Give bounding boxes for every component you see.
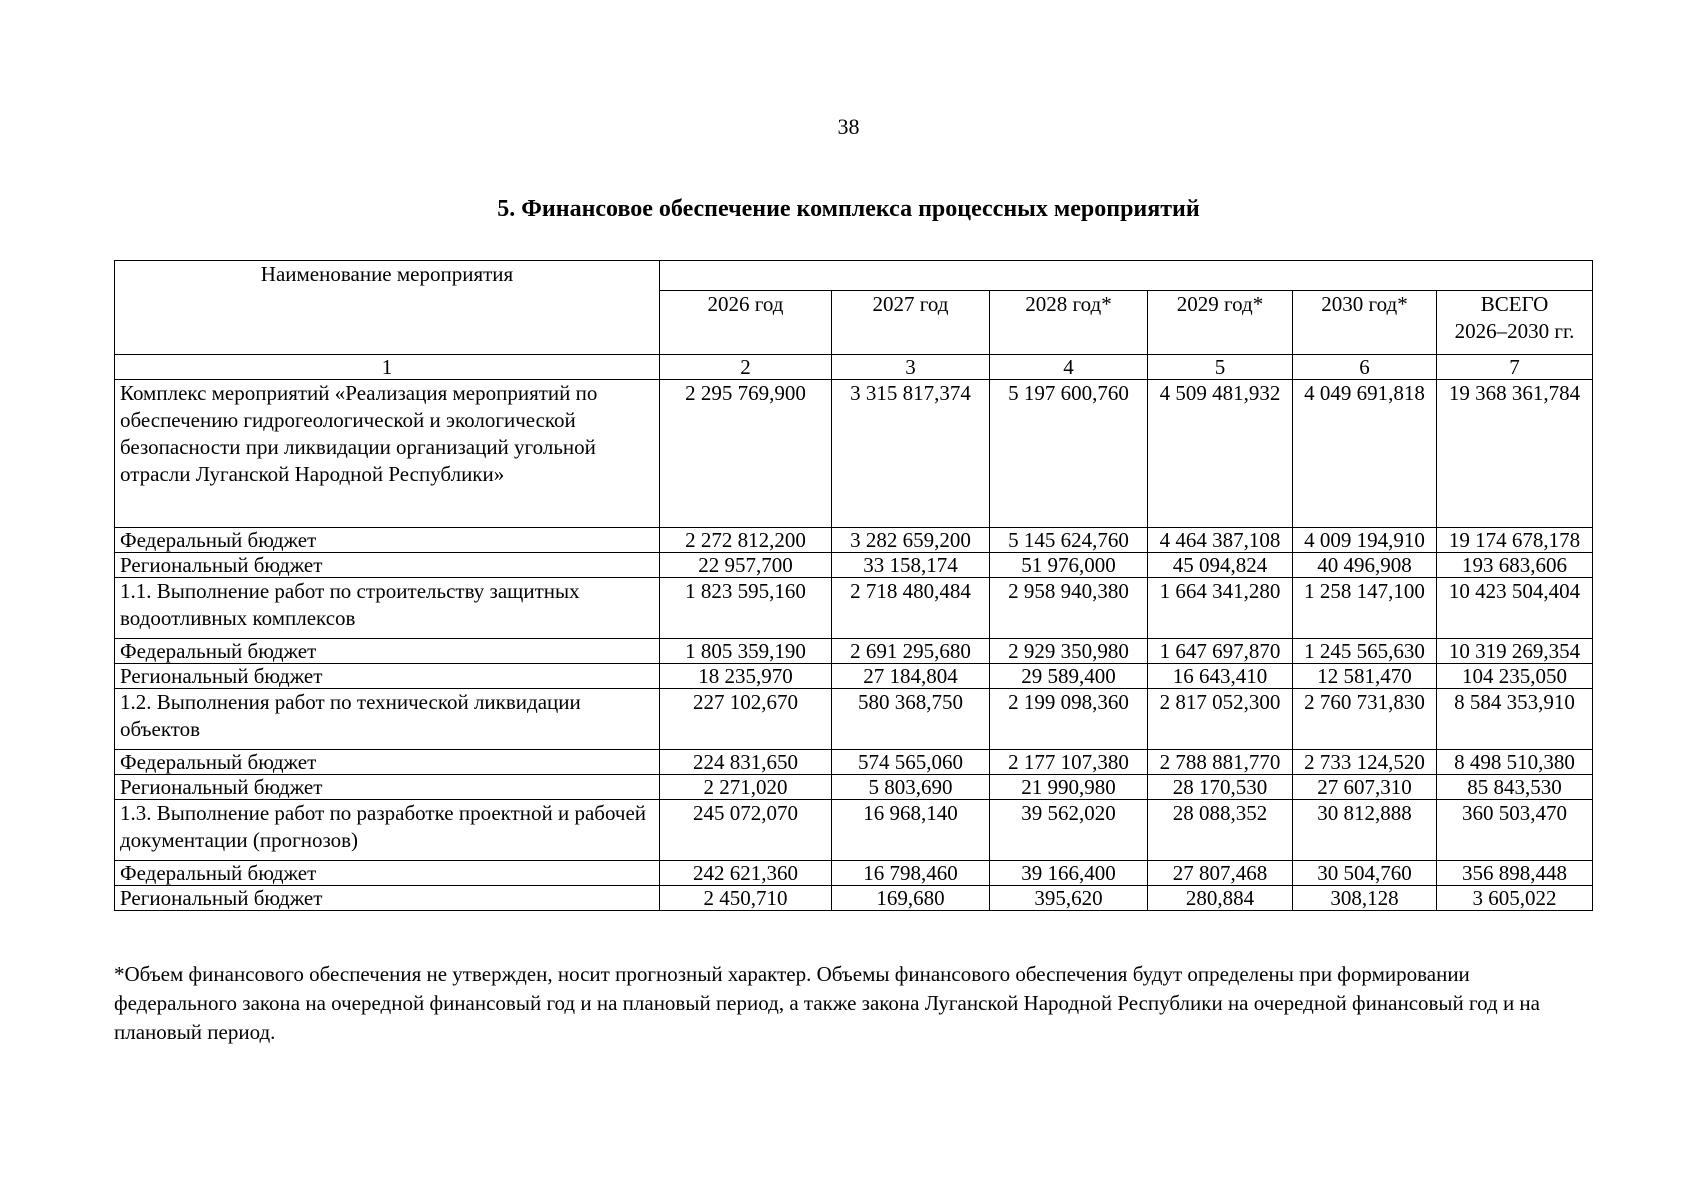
table-row [115,886,1593,911]
value-cell: 242 621,360 [660,861,832,886]
table-row [115,553,1593,578]
column-number: 1 [115,355,660,380]
column-number: 7 [1437,355,1593,380]
row-name-cell: Региональный бюджет [115,775,660,800]
value-cell: 51 976,000 [990,553,1148,578]
table-row [115,800,1593,861]
value-cell: 30 504,760 [1293,861,1437,886]
section-title: 5. Финансовое обеспечение комплекса процессных мероприятий [497,196,1200,222]
row-name-cell: Региональный бюджет [115,553,660,578]
row-name-cell: 1.2. Выполнения работ по технической ликвидации объектов [115,689,660,750]
value-cell: 280,884 [1148,886,1293,911]
value-cell: 2 788 881,770 [1148,750,1293,775]
value-cell: 19 174 678,178 [1437,528,1593,553]
value-cell: 574 565,060 [832,750,990,775]
row-name-cell: Федеральный бюджет [115,750,660,775]
value-cell: 33 158,174 [832,553,990,578]
value-cell: 2 271,020 [660,775,832,800]
value-cell: 2 733 124,520 [1293,750,1437,775]
value-cell: 360 503,470 [1437,800,1593,861]
value-cell: 2 177 107,380 [990,750,1148,775]
value-cell: 2 760 731,830 [1293,689,1437,750]
header-year-2027: 2027 год [832,291,990,355]
value-cell: 1 823 595,160 [660,578,832,639]
financing-table [114,260,1593,911]
value-cell: 8 498 510,380 [1437,750,1593,775]
value-cell: 5 803,690 [832,775,990,800]
column-number: 5 [1148,355,1293,380]
value-cell: 395,620 [990,886,1148,911]
row-name-cell: Федеральный бюджет [115,528,660,553]
table-row [115,380,1593,528]
column-number: 4 [990,355,1148,380]
table-row [115,639,1593,664]
value-cell: 224 831,650 [660,750,832,775]
header-year-2028: 2028 год* [990,291,1148,355]
value-cell: 2 295 769,900 [660,380,832,528]
header-total-line1: ВСЕГО [1480,292,1549,316]
header-year-2029: 2029 год* [1148,291,1293,355]
value-cell: 10 319 269,354 [1437,639,1593,664]
value-cell: 28 088,352 [1148,800,1293,861]
column-number-row [115,355,1593,380]
row-name-cell: Комплекс мероприятий «Реализация мероприятий по обеспечению гидрогеологической и экологической безопасности при ликвидации организаций угольной отрасли Луганской Народной Республики» [115,380,660,528]
table-row [115,664,1593,689]
value-cell: 4 009 194,910 [1293,528,1437,553]
value-cell: 1 258 147,100 [1293,578,1437,639]
value-cell: 193 683,606 [1437,553,1593,578]
value-cell: 12 581,470 [1293,664,1437,689]
table-row [115,528,1593,553]
row-name-cell: Федеральный бюджет [115,639,660,664]
column-number: 3 [832,355,990,380]
column-number: 6 [1293,355,1437,380]
table-row [115,750,1593,775]
value-cell: 39 562,020 [990,800,1148,861]
row-name-cell: Региональный бюджет [115,664,660,689]
value-cell: 2 718 480,484 [832,578,990,639]
header-row [115,261,1593,291]
value-cell: 40 496,908 [1293,553,1437,578]
value-cell: 10 423 504,404 [1437,578,1593,639]
row-name-cell: 1.1. Выполнение работ по строительству защитных водоотливных комплексов [115,578,660,639]
value-cell: 1 805 359,190 [660,639,832,664]
header-total-line2: 2026–2030 гг. [1454,319,1575,343]
table-row [115,861,1593,886]
value-cell: 2 929 350,980 [990,639,1148,664]
value-cell: 4 464 387,108 [1148,528,1293,553]
value-cell: 8 584 353,910 [1437,689,1593,750]
row-name-cell: Региональный бюджет [115,886,660,911]
value-cell: 308,128 [1293,886,1437,911]
value-cell: 245 072,070 [660,800,832,861]
value-cell: 16 643,410 [1148,664,1293,689]
value-cell: 169,680 [832,886,990,911]
page-number: 38 [837,114,860,139]
header-year-2030: 2030 год* [1293,291,1437,355]
footnote: *Объем финансового обеспечения не утвержден, носит прогнозный характер. Объемы финансового обеспечения будут определены при формировании федерального закона на очередной финансовый год и на плановый период, а также закона Луганской Народной Республики на очередной финансовый год и на плановый период. [114,962,1540,1044]
value-cell: 39 166,400 [990,861,1148,886]
value-cell: 28 170,530 [1148,775,1293,800]
value-cell: 16 798,460 [832,861,990,886]
value-cell: 1 664 341,280 [1148,578,1293,639]
table-row [115,578,1593,639]
value-cell: 18 235,970 [660,664,832,689]
row-name-cell: Федеральный бюджет [115,861,660,886]
value-cell: 227 102,670 [660,689,832,750]
value-cell: 580 368,750 [832,689,990,750]
header-year-2026: 2026 год [660,291,832,355]
row-name-cell: 1.3. Выполнение работ по разработке проектной и рабочей документации (прогнозов) [115,800,660,861]
value-cell: 3 605,022 [1437,886,1593,911]
value-cell: 27 184,804 [832,664,990,689]
value-cell: 2 817 052,300 [1148,689,1293,750]
value-cell: 45 094,824 [1148,553,1293,578]
value-cell: 27 807,468 [1148,861,1293,886]
value-cell: 2 272 812,200 [660,528,832,553]
value-cell: 29 589,400 [990,664,1148,689]
value-cell: 5 197 600,760 [990,380,1148,528]
value-cell: 22 957,700 [660,553,832,578]
value-cell: 85 843,530 [1437,775,1593,800]
value-cell: 21 990,980 [990,775,1148,800]
value-cell: 2 958 940,380 [990,578,1148,639]
value-cell: 27 607,310 [1293,775,1437,800]
value-cell: 1 647 697,870 [1148,639,1293,664]
value-cell: 3 282 659,200 [832,528,990,553]
value-cell: 16 968,140 [832,800,990,861]
table-row [115,775,1593,800]
header-name-cell: Наименование мероприятия [115,261,660,355]
value-cell: 4 509 481,932 [1148,380,1293,528]
value-cell: 30 812,888 [1293,800,1437,861]
header-spanning-cell [660,261,1593,291]
value-cell: 1 245 565,630 [1293,639,1437,664]
value-cell: 2 199 098,360 [990,689,1148,750]
column-number: 2 [660,355,832,380]
header-total [1437,291,1593,355]
table-row [115,689,1593,750]
value-cell: 5 145 624,760 [990,528,1148,553]
value-cell: 2 691 295,680 [832,639,990,664]
value-cell: 19 368 361,784 [1437,380,1593,528]
value-cell: 4 049 691,818 [1293,380,1437,528]
value-cell: 356 898,448 [1437,861,1593,886]
value-cell: 3 315 817,374 [832,380,990,528]
value-cell: 104 235,050 [1437,664,1593,689]
value-cell: 2 450,710 [660,886,832,911]
